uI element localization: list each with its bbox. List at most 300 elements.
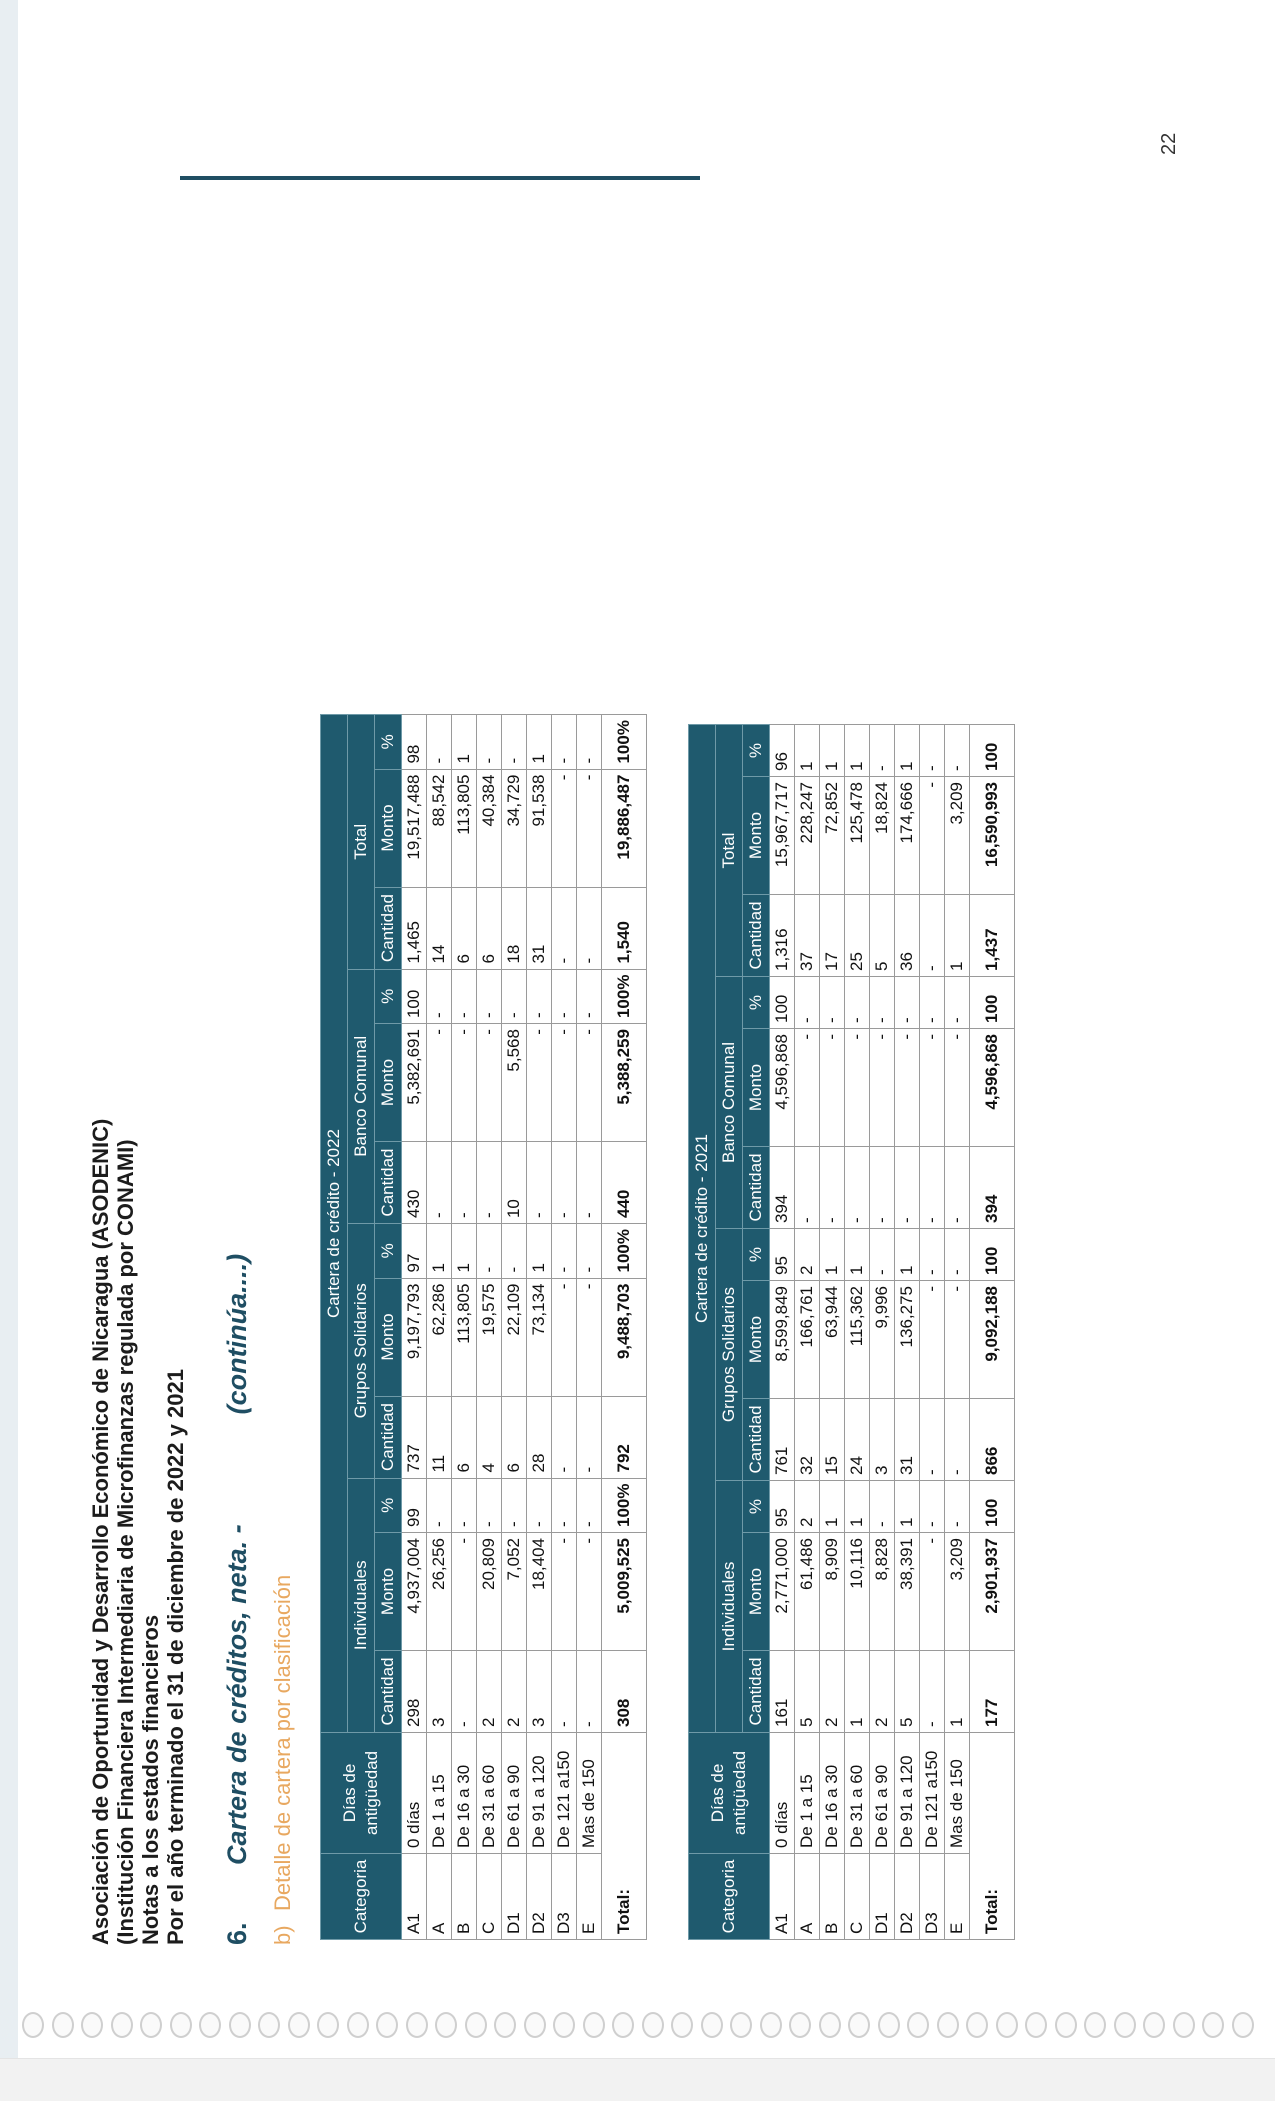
binder-hole [406, 2012, 428, 2038]
cell-ind-p: - [552, 1478, 577, 1532]
cell-bc-p: - [577, 969, 602, 1023]
binder-hole [494, 2012, 516, 2038]
cell-ind-p: 95 [770, 1481, 795, 1533]
binder-hole [642, 2012, 664, 2038]
cell-ind-p: 1 [845, 1481, 870, 1533]
cell-dias: De 16 a 30 [820, 1733, 845, 1854]
cell-ind-c: 2 [820, 1651, 845, 1733]
header-cantidad: Cantidad [743, 895, 770, 977]
table-caption: Cartera de crédito - 2022 [321, 715, 348, 1733]
cell-bc-p: - [945, 977, 970, 1029]
cell-tot-p: - [427, 715, 452, 769]
cell-gs-p: 1 [845, 1229, 870, 1281]
binder-hole [907, 2012, 929, 2038]
binder-hole [730, 2012, 752, 2038]
cell-ind-c: - [920, 1651, 945, 1733]
cell-ind-m: 7,052 [502, 1533, 527, 1651]
subsection-title-text: Detalle de cartera por clasificación [270, 1574, 295, 1911]
header-percent: % [743, 725, 770, 777]
cell-bc-c: 10 [502, 1142, 527, 1224]
cell-tot-m: 125,478 [845, 777, 870, 895]
header-total: Total [716, 725, 743, 977]
table-row [402, 715, 427, 1940]
header-percent: % [743, 977, 770, 1029]
subsection-title [270, 745, 296, 1945]
cell-bc-p: - [870, 977, 895, 1029]
header-monto: Monto [375, 769, 402, 887]
cell-gs-m: 166,761 [795, 1281, 820, 1399]
binder-hole [317, 2012, 339, 2038]
cell-gs-m: 8,599,849 [770, 1281, 795, 1399]
binder-holes [0, 2008, 1275, 2044]
binder-hole [760, 2012, 782, 2038]
header-line-2: (Institución Financiera Intermediaria de Microfinanzas regulada por CONAMI) [113, 1139, 138, 1945]
cell-tot-c: 18 [502, 887, 527, 969]
binder-edge [0, 2058, 1275, 2101]
cell-tot-m: 72,852 [820, 777, 845, 895]
cell-bc-m: - [845, 1029, 870, 1147]
table-row [577, 715, 602, 1940]
cell-gs-m: - [920, 1281, 945, 1399]
binder-hole [288, 2012, 310, 2038]
cell-gs-c: 28 [527, 1396, 552, 1478]
cell-bc-c: - [577, 1142, 602, 1224]
binder-hole [583, 2012, 605, 2038]
cell-categoria: A1 [402, 1854, 427, 1940]
cell-tot-p: - [477, 715, 502, 769]
cell-gs-c: - [945, 1399, 970, 1481]
total-bc-m: 4,596,868 [970, 1029, 1015, 1147]
cell-dias: De 121 a150 [920, 1733, 945, 1854]
cell-gs-c: 761 [770, 1399, 795, 1481]
cell-tot-m: 228,247 [795, 777, 820, 895]
report-header [88, 545, 188, 1945]
cell-categoria: A [795, 1854, 820, 1940]
cell-ind-m: 38,391 [895, 1533, 920, 1651]
cell-gs-p: - [920, 1229, 945, 1281]
binder-hole [111, 2012, 133, 2038]
header-cantidad: Cantidad [375, 887, 402, 969]
cell-ind-m: - [920, 1533, 945, 1651]
total-gs-c: 866 [970, 1399, 1015, 1481]
table-row [477, 715, 502, 1940]
binder-hole [140, 2012, 162, 2038]
cell-bc-m: 5,568 [502, 1024, 527, 1142]
table-row [820, 725, 845, 1940]
page-rule [180, 176, 700, 180]
cell-ind-c: 3 [427, 1651, 452, 1733]
binder-hole [170, 2012, 192, 2038]
cell-gs-p: 97 [402, 1224, 427, 1278]
total-tot-c: 1,540 [602, 887, 647, 969]
total-ind-c: 177 [970, 1651, 1015, 1733]
header-monto: Monto [743, 1533, 770, 1651]
cell-ind-m: 4,937,004 [402, 1533, 427, 1651]
cell-bc-m: - [427, 1024, 452, 1142]
total-bc-p: 100% [602, 969, 647, 1023]
cell-tot-m: 91,538 [527, 769, 552, 887]
header-monto: Monto [375, 1278, 402, 1396]
cell-gs-p: 1 [820, 1229, 845, 1281]
header-monto: Monto [743, 1281, 770, 1399]
total-gs-m: 9,488,703 [602, 1278, 647, 1396]
total-label: Total: [970, 1733, 1015, 1940]
cell-dias: De 61 a 90 [502, 1733, 527, 1854]
cell-dias: De 121 a150 [552, 1733, 577, 1854]
cell-gs-m: - [945, 1281, 970, 1399]
cell-tot-p: - [870, 725, 895, 777]
header-cantidad: Cantidad [375, 1396, 402, 1478]
cell-tot-c: 1,465 [402, 887, 427, 969]
header-line-1: Asociación de Oportunidad y Desarrollo Económico de Nicaragua (ASODENIC) [88, 1118, 113, 1945]
header-individuales: Individuales [716, 1481, 743, 1733]
cell-ind-p: - [527, 1478, 552, 1532]
cell-categoria: D3 [920, 1854, 945, 1940]
cell-tot-p: 1 [527, 715, 552, 769]
cell-bc-m: - [477, 1024, 502, 1142]
cell-gs-m: 115,362 [845, 1281, 870, 1399]
cell-dias: 0 días [770, 1733, 795, 1854]
total-row [602, 715, 647, 1940]
binder-hole [1143, 2012, 1165, 2038]
cell-ind-c: 1 [845, 1651, 870, 1733]
cell-tot-m: - [920, 777, 945, 895]
cell-tot-m: - [552, 769, 577, 887]
cell-bc-c: - [895, 1147, 920, 1229]
cell-tot-p: 98 [402, 715, 427, 769]
cell-tot-p: 96 [770, 725, 795, 777]
cell-ind-p: 2 [795, 1481, 820, 1533]
header-dias-antiguedad: Días de antigüedad [321, 1733, 402, 1854]
cell-bc-p: - [895, 977, 920, 1029]
cell-tot-p: - [502, 715, 527, 769]
header-banco-comunal: Banco Comunal [348, 969, 375, 1223]
cell-tot-p: - [945, 725, 970, 777]
cell-ind-c: 2 [477, 1651, 502, 1733]
cell-dias: Mas de 150 [577, 1733, 602, 1854]
cell-gs-m: - [552, 1278, 577, 1396]
cell-tot-p: 1 [820, 725, 845, 777]
cell-gs-p: 1 [427, 1224, 452, 1278]
binder-hole [1232, 2012, 1254, 2038]
header-percent: % [743, 1229, 770, 1281]
cell-dias: De 16 a 30 [452, 1733, 477, 1854]
cell-ind-p: - [452, 1478, 477, 1532]
binder-hole [878, 2012, 900, 2038]
table-caption: Cartera de crédito - 2021 [689, 725, 716, 1733]
total-bc-m: 5,388,259 [602, 1024, 647, 1142]
cell-tot-p: 1 [795, 725, 820, 777]
cell-bc-c: - [870, 1147, 895, 1229]
header-cantidad: Cantidad [375, 1651, 402, 1733]
header-cantidad: Cantidad [375, 1142, 402, 1224]
cell-gs-p: - [577, 1224, 602, 1278]
cell-ind-p: - [945, 1481, 970, 1533]
binder-hole [22, 2012, 44, 2038]
cell-bc-p: - [502, 969, 527, 1023]
binder-hole [465, 2012, 487, 2038]
table-row [795, 725, 820, 1940]
cell-tot-m: 34,729 [502, 769, 527, 887]
header-percent: % [743, 1481, 770, 1533]
header-cantidad: Cantidad [743, 1399, 770, 1481]
cell-gs-c: 6 [452, 1396, 477, 1478]
total-tot-c: 1,437 [970, 895, 1015, 977]
cell-ind-p: - [502, 1478, 527, 1532]
cell-bc-p: - [552, 969, 577, 1023]
total-label: Total: [602, 1733, 647, 1940]
header-percent: % [375, 969, 402, 1023]
cell-tot-c: 1 [945, 895, 970, 977]
cell-ind-m: 18,404 [527, 1533, 552, 1651]
header-monto: Monto [743, 1029, 770, 1147]
cell-ind-m: 8,828 [870, 1533, 895, 1651]
cell-bc-m: - [945, 1029, 970, 1147]
table-row [527, 715, 552, 1940]
page-number: 22 [1158, 132, 1180, 155]
cell-ind-m: - [452, 1533, 477, 1651]
cell-categoria: A1 [770, 1854, 795, 1940]
cell-tot-c: 5 [870, 895, 895, 977]
binder-hole [258, 2012, 280, 2038]
cell-dias: 0 días [402, 1733, 427, 1854]
cell-ind-m: 61,486 [795, 1533, 820, 1651]
binder-hole [1114, 2012, 1136, 2038]
total-ind-p: 100 [970, 1481, 1015, 1533]
cell-gs-c: - [920, 1399, 945, 1481]
cell-gs-m: 73,134 [527, 1278, 552, 1396]
cell-ind-c: 1 [945, 1651, 970, 1733]
cell-gs-p: - [552, 1224, 577, 1278]
header-cantidad: Cantidad [743, 1651, 770, 1733]
cell-bc-c: - [945, 1147, 970, 1229]
cell-gs-c: - [552, 1396, 577, 1478]
binder-hole [229, 2012, 251, 2038]
total-ind-m: 5,009,525 [602, 1533, 647, 1651]
header-percent: % [375, 1478, 402, 1532]
cell-tot-m: 19,517,488 [402, 769, 427, 887]
total-ind-c: 308 [602, 1651, 647, 1733]
table-row [502, 715, 527, 1940]
cell-ind-c: 2 [502, 1651, 527, 1733]
cell-gs-m: 136,275 [895, 1281, 920, 1399]
cell-tot-m: 18,824 [870, 777, 895, 895]
binder-hole [1025, 2012, 1047, 2038]
cell-bc-c: - [795, 1147, 820, 1229]
cell-bc-c: - [527, 1142, 552, 1224]
cell-categoria: D2 [895, 1854, 920, 1940]
cell-dias: De 61 a 90 [870, 1733, 895, 1854]
cell-bc-p: 100 [402, 969, 427, 1023]
cell-ind-m: 8,909 [820, 1533, 845, 1651]
cell-categoria: D3 [552, 1854, 577, 1940]
cell-bc-m: - [795, 1029, 820, 1147]
cell-gs-p: - [870, 1229, 895, 1281]
cell-gs-m: - [577, 1278, 602, 1396]
table-row [770, 725, 795, 1940]
cell-tot-m: 3,209 [945, 777, 970, 895]
cell-dias: Mas de 150 [945, 1733, 970, 1854]
cell-ind-p: - [870, 1481, 895, 1533]
cell-ind-m: 26,256 [427, 1533, 452, 1651]
cell-gs-m: 9,996 [870, 1281, 895, 1399]
cell-bc-m: 5,382,691 [402, 1024, 427, 1142]
cell-categoria: B [820, 1854, 845, 1940]
header-grupos-solidarios: Grupos Solidarios [348, 1224, 375, 1478]
cell-ind-p: 1 [895, 1481, 920, 1533]
cell-gs-m: 113,805 [452, 1278, 477, 1396]
cell-tot-m: 40,384 [477, 769, 502, 887]
cell-gs-p: 2 [795, 1229, 820, 1281]
cell-bc-p: - [845, 977, 870, 1029]
cell-ind-m: 20,809 [477, 1533, 502, 1651]
binder-hole [966, 2012, 988, 2038]
cell-gs-p: 1 [527, 1224, 552, 1278]
cell-bc-p: - [527, 969, 552, 1023]
cell-tot-m: - [577, 769, 602, 887]
header-cantidad: Cantidad [743, 1147, 770, 1229]
cell-bc-m: - [820, 1029, 845, 1147]
header-categoria: Categoria [689, 1854, 770, 1940]
cell-gs-c: 15 [820, 1399, 845, 1481]
cell-gs-p: - [502, 1224, 527, 1278]
cell-bc-p: - [427, 969, 452, 1023]
cell-tot-c: 36 [895, 895, 920, 977]
total-row [970, 725, 1015, 1940]
cell-ind-c: - [577, 1651, 602, 1733]
cell-gs-c: 737 [402, 1396, 427, 1478]
cell-bc-p: 100 [770, 977, 795, 1029]
cell-bc-p: - [820, 977, 845, 1029]
cell-tot-p: - [552, 715, 577, 769]
cell-ind-c: 3 [527, 1651, 552, 1733]
table-row [870, 725, 895, 1940]
cell-categoria: B [452, 1854, 477, 1940]
cell-bc-c: - [452, 1142, 477, 1224]
header-percent: % [375, 1224, 402, 1278]
cell-tot-c: - [920, 895, 945, 977]
cell-ind-m: 3,209 [945, 1533, 970, 1651]
cell-tot-c: 37 [795, 895, 820, 977]
cell-dias: De 31 a 60 [845, 1733, 870, 1854]
binder-hole [701, 2012, 723, 2038]
cell-tot-c: 25 [845, 895, 870, 977]
cell-bc-c: 394 [770, 1147, 795, 1229]
cell-tot-p: - [920, 725, 945, 777]
cell-gs-c: 3 [870, 1399, 895, 1481]
cell-ind-c: - [552, 1651, 577, 1733]
cell-bc-c: - [552, 1142, 577, 1224]
binder-hole [81, 2012, 103, 2038]
binder-hole [848, 2012, 870, 2038]
cell-gs-m: 63,944 [820, 1281, 845, 1399]
cell-ind-m: - [577, 1533, 602, 1651]
cell-bc-p: - [477, 969, 502, 1023]
cell-ind-p: - [477, 1478, 502, 1532]
total-tot-m: 16,590,993 [970, 777, 1015, 895]
header-monto: Monto [375, 1024, 402, 1142]
binder-hole [612, 2012, 634, 2038]
total-bc-c: 440 [602, 1142, 647, 1224]
binder-hole [996, 2012, 1018, 2038]
cell-categoria: D2 [527, 1854, 552, 1940]
total-tot-p: 100 [970, 725, 1015, 777]
cell-tot-m: 88,542 [427, 769, 452, 887]
cell-gs-m: 62,286 [427, 1278, 452, 1396]
header-monto: Monto [375, 1533, 402, 1651]
cell-bc-m: - [577, 1024, 602, 1142]
binder-hole [819, 2012, 841, 2038]
cell-tot-p: 1 [895, 725, 920, 777]
cell-categoria: E [945, 1854, 970, 1940]
cell-bc-m: - [870, 1029, 895, 1147]
cell-bc-c: - [920, 1147, 945, 1229]
cell-categoria: E [577, 1854, 602, 1940]
cell-bc-c: 430 [402, 1142, 427, 1224]
cell-gs-c: 32 [795, 1399, 820, 1481]
cell-bc-c: - [427, 1142, 452, 1224]
cell-bc-m: - [552, 1024, 577, 1142]
total-ind-p: 100% [602, 1478, 647, 1532]
binder-hole [1202, 2012, 1224, 2038]
cell-ind-m: 10,116 [845, 1533, 870, 1651]
cell-tot-c: 6 [477, 887, 502, 969]
section-number: 6. [222, 1922, 252, 1945]
binder-hole [1055, 2012, 1077, 2038]
cell-tot-c: 6 [452, 887, 477, 969]
cell-dias: De 31 a 60 [477, 1733, 502, 1854]
binder-hole [524, 2012, 546, 2038]
cell-ind-m: - [552, 1533, 577, 1651]
cell-categoria: D1 [870, 1854, 895, 1940]
total-tot-m: 19,886,487 [602, 769, 647, 887]
cell-tot-c: - [577, 887, 602, 969]
subsection-letter: b) [270, 1925, 295, 1945]
total-gs-p: 100% [602, 1224, 647, 1278]
cell-categoria: C [477, 1854, 502, 1940]
binder-hole [52, 2012, 74, 2038]
cell-ind-c: 161 [770, 1651, 795, 1733]
cell-tot-c: 17 [820, 895, 845, 977]
cell-bc-c: - [477, 1142, 502, 1224]
cell-bc-m: - [527, 1024, 552, 1142]
cell-gs-p: - [945, 1229, 970, 1281]
binder-hole [347, 2012, 369, 2038]
cell-gs-p: 95 [770, 1229, 795, 1281]
cell-bc-c: - [845, 1147, 870, 1229]
cell-tot-p: - [577, 715, 602, 769]
header-categoria: Categoria [321, 1854, 402, 1940]
table-row [427, 715, 452, 1940]
cell-tot-c: 31 [527, 887, 552, 969]
cell-ind-p: - [577, 1478, 602, 1532]
cell-gs-c: 31 [895, 1399, 920, 1481]
cell-ind-p: - [920, 1481, 945, 1533]
cell-bc-c: - [820, 1147, 845, 1229]
cell-gs-p: 1 [452, 1224, 477, 1278]
header-individuales: Individuales [348, 1478, 375, 1732]
binder-hole [789, 2012, 811, 2038]
header-line-3: Notas a los estados financieros [138, 1614, 163, 1945]
total-gs-m: 9,092,188 [970, 1281, 1015, 1399]
cell-tot-c: 14 [427, 887, 452, 969]
header-dias-antiguedad: Días de antigüedad [689, 1733, 770, 1854]
cell-ind-c: 298 [402, 1651, 427, 1733]
table-row [920, 725, 945, 1940]
cell-gs-m: 9,197,793 [402, 1278, 427, 1396]
binder-hole [553, 2012, 575, 2038]
cell-gs-c: 6 [502, 1396, 527, 1478]
